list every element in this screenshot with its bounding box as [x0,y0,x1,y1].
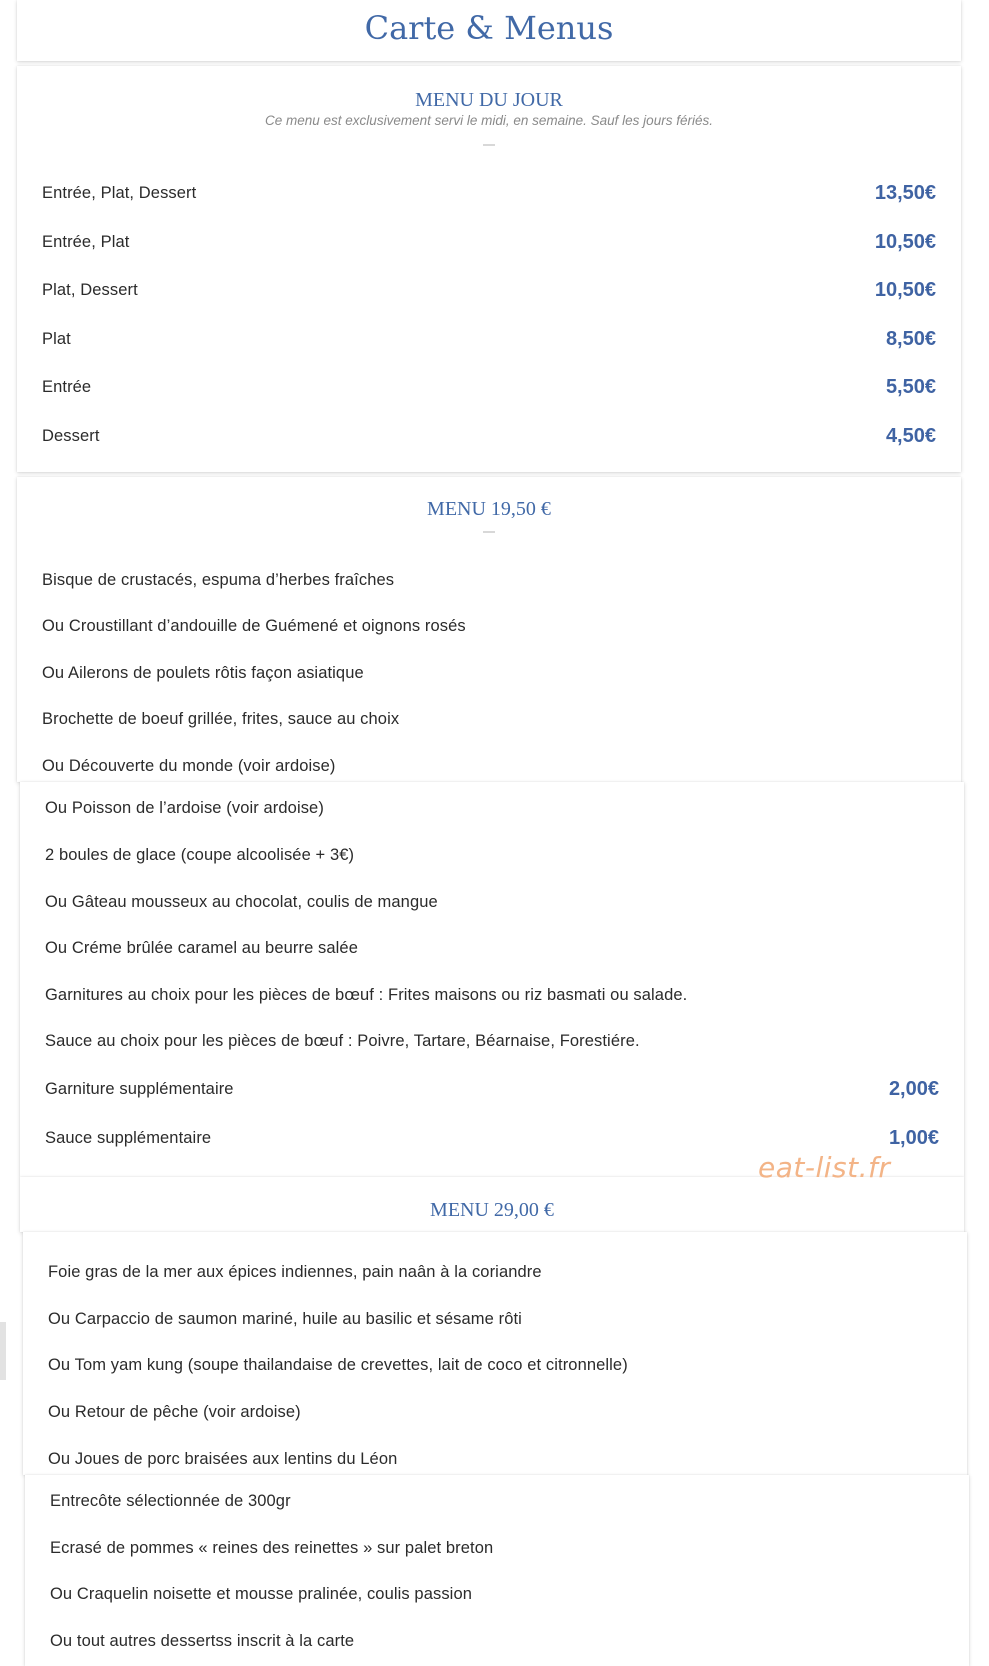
menu-row [45,841,939,869]
menu-row [50,1627,944,1655]
menu-item-name: Ecrasé de pommes « reines des reinettes » sur palet breton [50,1539,494,1557]
menu-item-name: Ou Joues de porc braisées aux lentins du Léon [48,1450,398,1468]
menu-item-name: Garnitures au choix pour les pièces de bœuf : Frites maisons ou riz basmati ou salade. [45,986,688,1004]
menu-item-name: Sauce supplémentaire [45,1129,212,1147]
left-edge-strip [0,1322,6,1380]
section-divider [483,531,495,533]
menu-2900-card-continued [23,1232,967,1475]
menu-item-name: Ou Ailerons de poulets rôtis façon asiatique [42,664,364,682]
menu-item-price: 5,50€ [885,376,936,398]
menu-item-name: Garniture supplémentaire [45,1080,234,1098]
menu-du-jour-subtitle: Ce menu est exclusivement servi le midi, en semaine. Sauf les jours fériés. [265,113,713,128]
header-card [17,0,961,61]
menu-item-price: 13,50€ [874,182,936,204]
menu-1950-card-continued [20,782,964,1177]
menu-item-name: Ou Poisson de l’ardoise (voir ardoise) [45,799,324,817]
section-divider [483,144,495,146]
menu-item-name: Ou Craquelin noisette et mousse pralinée, coulis passion [50,1585,472,1603]
menu-row [48,1351,942,1379]
menu-row [45,981,939,1009]
menu-2900-card-continued-2 [25,1475,969,1666]
menu-item-price: 10,50€ [874,231,936,253]
menu-item-price: 2,00€ [888,1078,939,1100]
menu-row [48,1258,942,1286]
menu-row [42,705,936,733]
menu-item-name: Entrée, Plat [42,233,130,251]
menu-row [48,1398,942,1426]
menu-row [50,1534,944,1562]
menu-item-name: Plat, Dessert [42,281,138,299]
menu-item-name: Ou Gâteau mousseux au chocolat, coulis de mangue [45,893,438,911]
menu-row [42,228,936,256]
menu-1950-card [17,477,961,782]
menu-row [45,794,939,822]
menu-row [45,1124,939,1152]
menu-item-name: Bisque de crustacés, espuma d’herbes fraîches [42,571,395,589]
menu-item-name: Plat [42,330,71,348]
menu-row [42,752,936,780]
menu-row [42,373,936,401]
menu-item-name: Entrée, Plat, Dessert [42,184,197,202]
menu-2900-card [20,1177,964,1232]
menu-item-name: Entrecôte sélectionnée de 300gr [50,1492,291,1510]
menu-item-name: Ou tout autres dessertss inscrit à la carte [50,1632,355,1650]
menu-item-name: Sauce au choix pour les pièces de bœuf : Poivre, Tartare, Béarnaise, Forestiére. [45,1032,640,1050]
menu-row [42,179,936,207]
menu-item-price: 8,50€ [885,328,936,350]
menu-du-jour-title: MENU DU JOUR [415,89,563,111]
menu-item-name: Ou Carpaccio de saumon mariné, huile au basilic et sésame rôti [48,1310,522,1328]
menu-item-name: Foie gras de la mer aux épices indiennes, pain naân à la coriandre [48,1263,542,1281]
menu-row [42,659,936,687]
menu-row [45,934,939,962]
menu-row [42,325,936,353]
menu-row [45,1027,939,1055]
menu-item-name: Ou Découverte du monde (voir ardoise) [42,757,336,775]
page-title: Carte & Menus [364,9,614,47]
menu-item-name: Ou Créme brûlée caramel au beurre salée [45,939,358,957]
menu-item-name: Ou Retour de pêche (voir ardoise) [48,1403,301,1421]
menu-2900-title: MENU 29,00 € [430,1199,554,1221]
menu-row [45,888,939,916]
menu-row [42,612,936,640]
menu-item-name: 2 boules de glace (coupe alcoolisée + 3€) [45,846,355,864]
menu-item-price: 1,00€ [888,1127,939,1149]
menu-item-name: Ou Croustillant d’andouille de Guémené et oignons rosés [42,617,466,635]
menu-item-price: 10,50€ [874,279,936,301]
menu-item-price: 4,50€ [885,425,936,447]
menu-item-name: Entrée [42,378,92,396]
menu-item-name: Brochette de boeuf grillée, frites, sauce au choix [42,710,400,728]
menu-row [42,566,936,594]
menu-row [50,1580,944,1608]
menu-row [45,1075,939,1103]
menu-row [42,276,936,304]
menu-item-name: Dessert [42,427,100,445]
menu-item-name: Ou Tom yam kung (soupe thailandaise de crevettes, lait de coco et citronnelle) [48,1356,628,1374]
menu-row [48,1305,942,1333]
menu-1950-title: MENU 19,50 € [427,498,551,520]
menu-du-jour-card [17,66,961,472]
menu-row [50,1487,944,1515]
watermark-text: eat-list.fr [758,1151,891,1184]
menu-row [42,422,936,450]
menu-row [48,1445,942,1473]
